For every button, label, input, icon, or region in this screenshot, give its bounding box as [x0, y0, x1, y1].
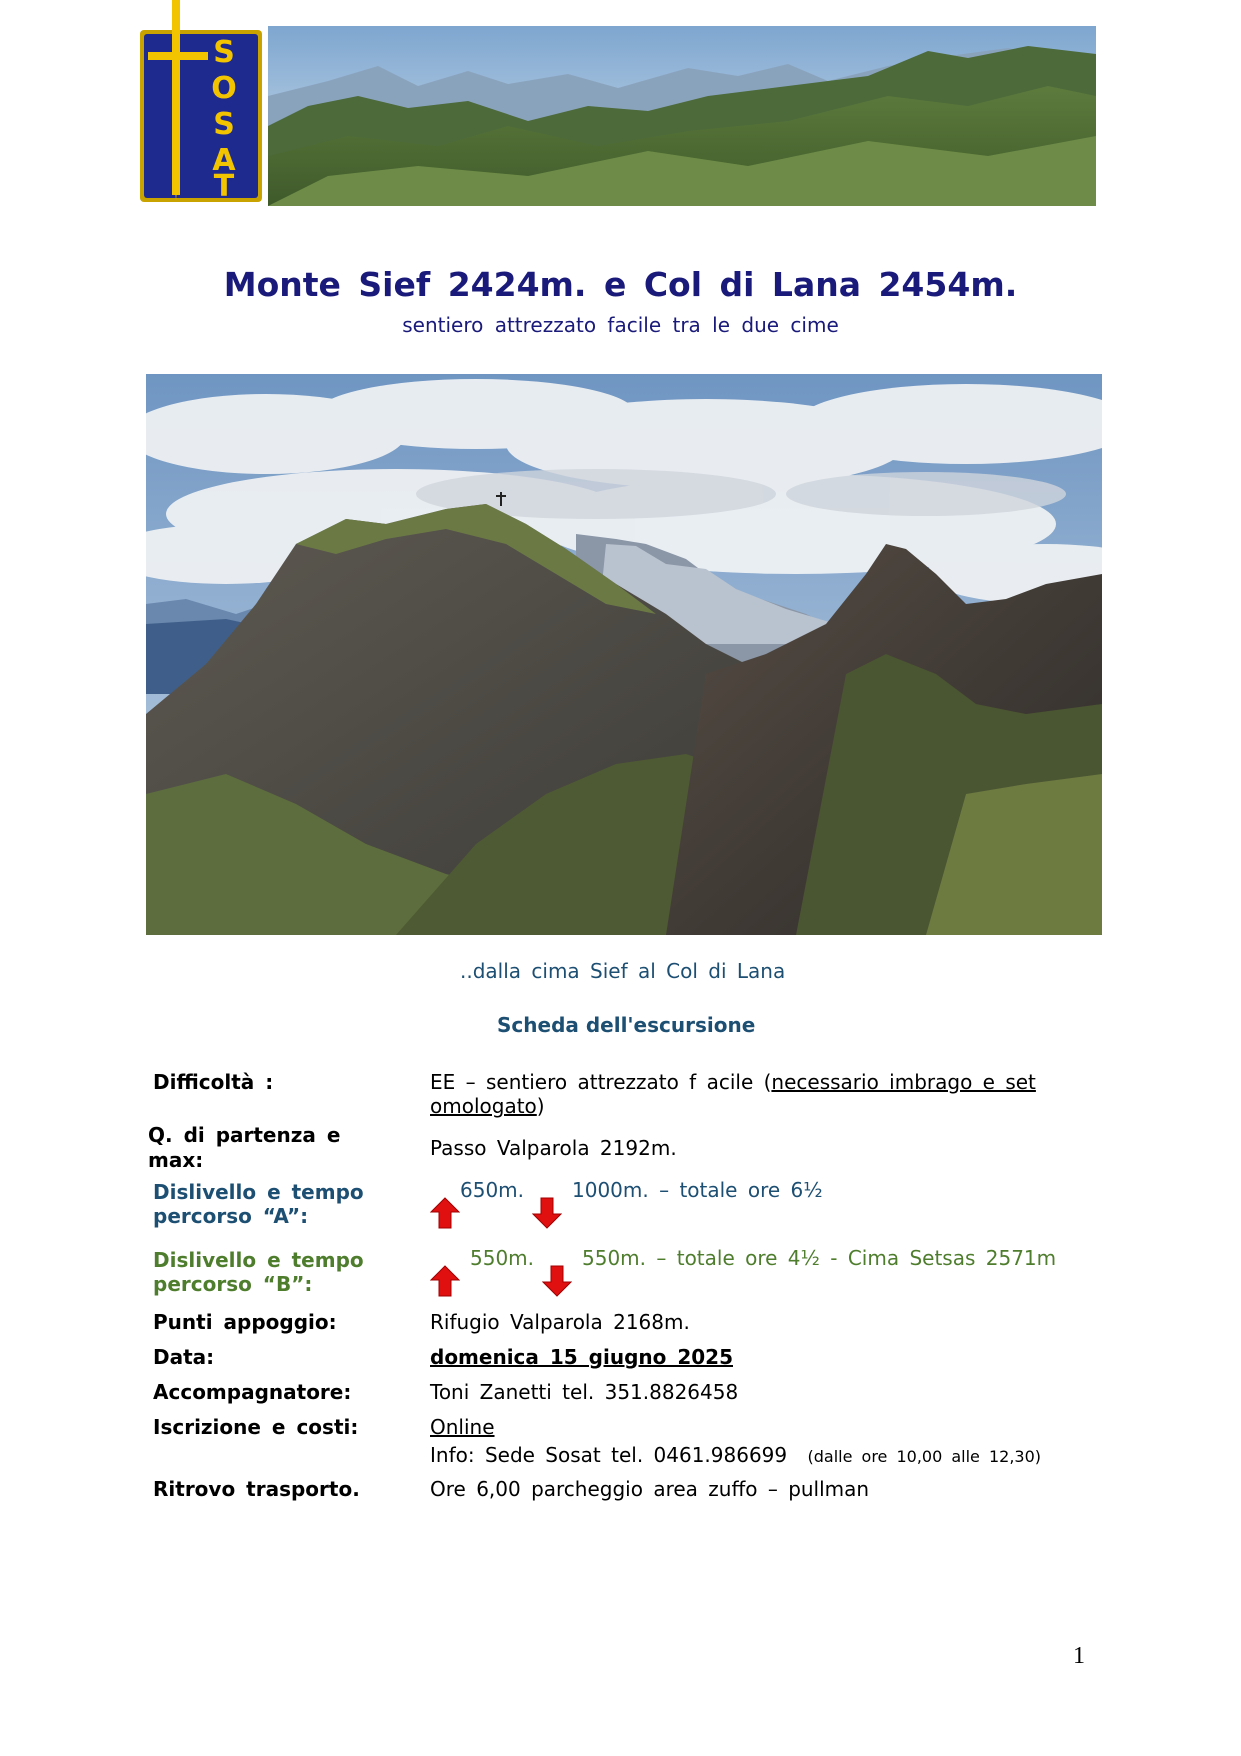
- guide-value: Toni Zanetti tel. 351.8826458: [430, 1380, 739, 1404]
- difficulty-link-1[interactable]: necessario imbrago e set: [771, 1070, 1036, 1094]
- difficulty-label: Difficoltà :: [153, 1070, 274, 1094]
- support-value: Rifugio Valparola 2168m.: [430, 1310, 690, 1334]
- difficulty-value: [430, 1070, 1036, 1094]
- meeting-label: Ritrovo trasporto.: [153, 1477, 360, 1501]
- meeting-value: Ore 6,00 parcheggio area zuffo – pullman: [430, 1477, 870, 1501]
- page-subtitle: sentiero attrezzato facile tra le due cime: [402, 313, 839, 337]
- signup-info: [430, 1443, 1041, 1469]
- route-a-up: 650m.: [460, 1178, 525, 1202]
- red-up-arrow-icon: [430, 1265, 460, 1297]
- red-down-arrow-icon: [532, 1197, 562, 1229]
- start-value: Passo Valparola 2192m.: [430, 1136, 677, 1160]
- route-b-label-1: Dislivello e tempo: [153, 1248, 364, 1272]
- logo-letter-s1: S: [213, 35, 235, 70]
- card-title: Scheda dell'escursione: [497, 1013, 756, 1037]
- route-b-up: 550m.: [470, 1246, 535, 1270]
- start-label-2: max:: [148, 1148, 204, 1172]
- signup-online-link[interactable]: Online: [430, 1415, 495, 1439]
- route-b-down: 550m. – totale ore 4½ - Cima Setsas 2571m: [582, 1246, 1057, 1270]
- route-a-label-2: percorso “A”:: [153, 1204, 309, 1228]
- difficulty-link-2[interactable]: omologato: [430, 1094, 537, 1118]
- logo-letter-a: A: [212, 143, 236, 178]
- red-up-arrow-icon: [430, 1197, 460, 1229]
- logo-letter-t: T: [213, 169, 235, 204]
- logo-letter-o: O: [211, 71, 237, 106]
- support-label: Punti appoggio:: [153, 1310, 337, 1334]
- guide-label: Accompagnatore:: [153, 1380, 352, 1404]
- difficulty-value-line2: [430, 1094, 545, 1118]
- logo-letter-s2: S: [213, 107, 235, 142]
- page-number: 1: [1073, 1643, 1085, 1669]
- difficulty-suffix: ): [536, 1094, 545, 1118]
- red-down-arrow-icon: [542, 1265, 572, 1297]
- sosat-logo: [138, 0, 265, 205]
- signup-hours: (dalle ore 10,00 alle 12,30): [807, 1447, 1042, 1466]
- mountain-photo: [146, 374, 1102, 935]
- route-a-down: 1000m. – totale ore 6½: [572, 1178, 823, 1202]
- photo-caption: ..dalla cima Sief al Col di Lana: [460, 959, 786, 983]
- start-label-1: Q. di partenza e: [148, 1123, 341, 1147]
- date-value: domenica 15 giugno 2025: [430, 1345, 733, 1369]
- route-a-label-1: Dislivello e tempo: [153, 1180, 364, 1204]
- difficulty-text: EE – sentiero attrezzato f acile (: [430, 1070, 772, 1094]
- header-mountain-banner: [268, 26, 1096, 206]
- signup-info-text: Info: Sede Sosat tel. 0461.986699: [430, 1443, 788, 1467]
- signup-label: Iscrizione e costi:: [153, 1415, 359, 1439]
- page-title: Monte Sief 2424m. e Col di Lana 2454m.: [223, 265, 1018, 304]
- route-b-label-2: percorso “B”:: [153, 1272, 313, 1296]
- date-label: Data:: [153, 1345, 215, 1369]
